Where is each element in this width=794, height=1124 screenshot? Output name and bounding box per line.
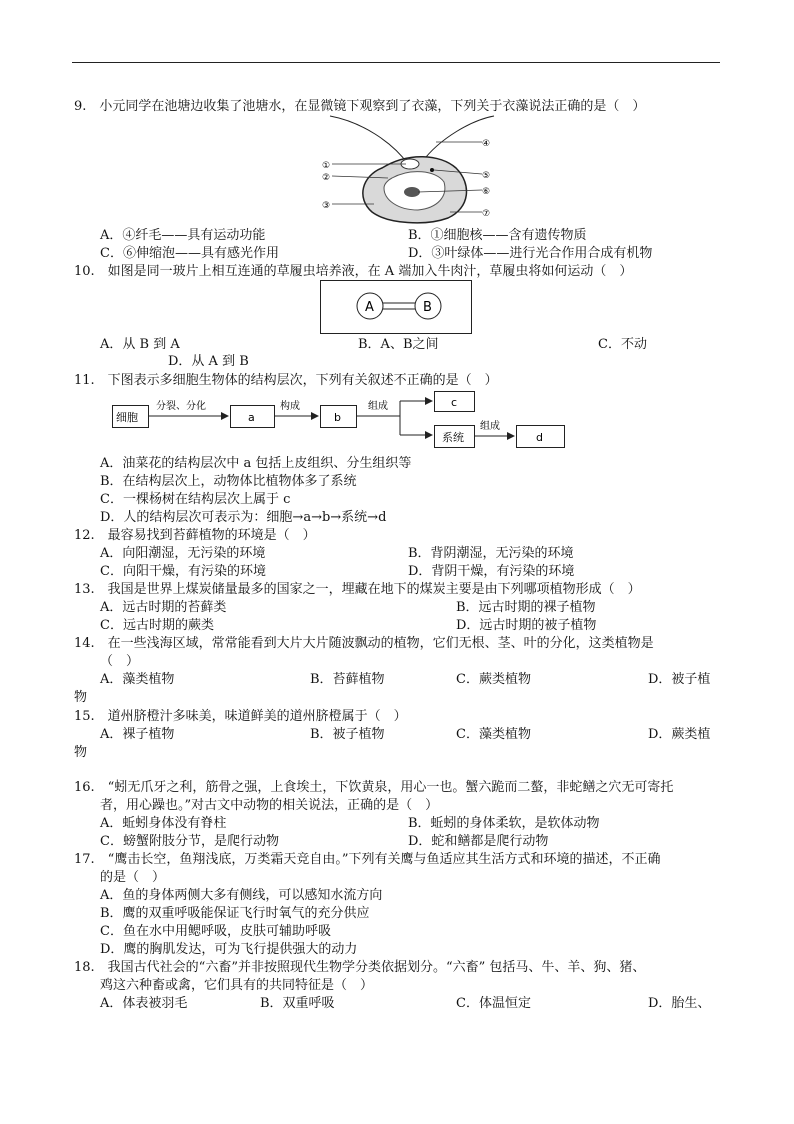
flagellum-left (330, 116, 408, 164)
q14-option-c: C．蕨类植物 (456, 672, 531, 687)
svg-text:②: ② (322, 173, 331, 183)
svg-text:⑤: ⑤ (482, 171, 491, 181)
q9-option-a: A．④纤毛——具有运动功能 (100, 228, 266, 243)
q17-option-d: D．鹰的胸肌发达，可为飞行提供强大的动力 (100, 942, 358, 957)
q10-culture-diagram (320, 280, 472, 334)
svg-text:B: B (423, 300, 432, 315)
q15-option-c: C．藻类植物 (456, 727, 531, 742)
q16-stem-line1: 16. “蚓无爪牙之利，筋骨之强，上食埃土，下饮黄泉，用心一也。蟹六跪而二螯，非蛇鳝之穴无可寄托 (74, 780, 674, 795)
q11-option-a: A．油菜花的结构层次中 a 包括上皮组织、分生组织等 (100, 456, 412, 471)
svg-text:构成: 构成 (280, 401, 300, 412)
q10-stem: 10. 如图是同一玻片上相互连通的草履虫培养液，在 A 端加入牛肉汁，草履虫将如何运动（ ） (74, 264, 633, 279)
q11-option-c: C．一棵杨树在结构层次上属于 c (100, 492, 291, 507)
q18-option-b: B．双重呼吸 (260, 996, 335, 1011)
q18-option-d: D．胎生、 (648, 996, 711, 1011)
q10-option-d: D．从 A 到 B (168, 354, 249, 369)
svg-text:分裂、分化: 分裂、分化 (156, 401, 206, 412)
q10-option-a: A．从 B 到 A (100, 337, 180, 352)
svg-text:组成: 组成 (480, 421, 500, 432)
nucleus (404, 187, 420, 197)
q11-stem: 11. 下图表示多细胞生物体的结构层次，下列有关叙述不正确的是（ ） (74, 373, 498, 388)
q13-stem: 13. 我国是世界上煤炭储量最多的国家之一，埋藏在地下的煤炭主要是由下列哪项植物形成（ ） (74, 582, 641, 597)
q13-option-a: A．远古时期的苔藓类 (100, 600, 227, 615)
eyespot (430, 168, 434, 172)
q17-option-c: C．鱼在水中用鳃呼吸，皮肤可辅助呼吸 (100, 924, 331, 939)
svg-text:c: c (451, 396, 458, 409)
q9-chlamydomonas-figure (322, 112, 500, 224)
q14-option-d-wrap: 物 (74, 690, 88, 705)
header-rule (72, 62, 720, 63)
q12-option-c: C．向阳干燥，有污染的环境 (100, 564, 266, 579)
q14-option-b: B．苔藓植物 (310, 672, 385, 687)
svg-text:④: ④ (482, 139, 491, 149)
q14-option-a: A．藻类植物 (100, 672, 175, 687)
svg-text:③: ③ (322, 201, 331, 211)
q15-option-a: A．裸子植物 (100, 727, 175, 742)
q12-stem: 12. 最容易找到苔藓植物的环境是（ ） (74, 528, 316, 543)
q13-option-d: D．远古时期的被子植物 (456, 618, 597, 633)
q16-option-d: D．蛇和鳝都是爬行动物 (408, 834, 549, 849)
q14-stem-line1: 14. 在一些浅海区域，常常能看到大片大片随波飘动的植物，它们无根、茎、叶的分化，这类植物是 (74, 636, 654, 651)
q16-option-c: C．螃蟹附肢分节，是爬行动物 (100, 834, 279, 849)
q15-option-d-wrap: 物 (74, 745, 88, 760)
q17-stem-line1: 17. “鹰击长空，鱼翔浅底，万类霜天竞自由。”下列有关鹰与鱼适应其生活方式和环境的描述，不正确 (74, 852, 661, 867)
q18-stem-line1: 18. 我国古代社会的“六畜”并非按照现代生物学分类依据划分。“六畜” 包括马、牛、羊、狗、猪、 (74, 960, 646, 975)
q17-option-a: A．鱼的身体两侧大多有侧线，可以感知水流方向 (100, 888, 383, 903)
svg-text:b: b (334, 411, 341, 424)
q10-option-c: C．不动 (598, 337, 647, 352)
q18-stem-line2: 鸡这六种畜或禽，它们具有的共同特征是（ ） (100, 978, 374, 993)
q17-stem-line2: 的是（ ） (100, 870, 166, 885)
q11-structure-diagram (112, 389, 572, 453)
q17-option-b: B．鹰的双重呼吸能保证飞行时氧气的充分供应 (100, 906, 370, 921)
q13-option-c: C．远古时期的蕨类 (100, 618, 214, 633)
q16-option-b: B．蚯蚓的身体柔软，是软体动物 (408, 816, 600, 831)
svg-text:⑦: ⑦ (482, 209, 491, 219)
q12-option-b: B．背阴潮湿，无污染的环境 (408, 546, 574, 561)
q11-option-d: D．人的结构层次可表示为：细胞→a→b→系统→d (100, 510, 387, 525)
q18-option-c: C．体温恒定 (456, 996, 531, 1011)
q15-option-d: D．蕨类植 (648, 727, 711, 742)
svg-text:d: d (536, 431, 543, 444)
q9-option-d: D．③叶绿体——进行光合作用合成有机物 (408, 246, 653, 261)
q9-option-b: B．①细胞核——含有遗传物质 (408, 228, 587, 243)
q16-option-a: A．蚯蚓身体没有脊柱 (100, 816, 227, 831)
svg-text:①: ① (322, 161, 331, 171)
slide-frame (321, 281, 472, 334)
q9-option-c: C．⑥伸缩泡——具有感光作用 (100, 246, 279, 261)
q12-option-a: A．向阳潮湿，无污染的环境 (100, 546, 266, 561)
q15-option-b: B．被子植物 (310, 727, 385, 742)
q15-stem: 15. 道州脐橙汁多味美，味道鲜美的道州脐橙属于（ ） (74, 709, 407, 724)
svg-text:a: a (248, 411, 255, 424)
q10-option-b: B．A、B之间 (358, 337, 439, 352)
q9-stem: 9. 小元同学在池塘边收集了池塘水，在显微镜下观察到了衣藻，下列关于衣藻说法正确的是（ ） (74, 99, 646, 114)
q12-option-d: D．背阴干燥，有污染的环境 (408, 564, 575, 579)
svg-text:系统: 系统 (442, 431, 464, 444)
q14-stem-line2: （ ） (100, 654, 140, 669)
q18-option-a: A．体表被羽毛 (100, 996, 188, 1011)
svg-text:细胞: 细胞 (116, 411, 138, 424)
svg-text:⑥: ⑥ (482, 187, 491, 197)
q13-option-b: B．远古时期的裸子植物 (456, 600, 596, 615)
q14-option-d: D．被子植 (648, 672, 711, 687)
q16-stem-line2: 者，用心躁也。”对古文中动物的相关说法，正确的是（ ） (100, 798, 439, 813)
svg-text:A: A (365, 300, 374, 315)
svg-text:组成: 组成 (368, 401, 388, 412)
q11-option-b: B．在结构层次上，动物体比植物体多了系统 (100, 474, 357, 489)
